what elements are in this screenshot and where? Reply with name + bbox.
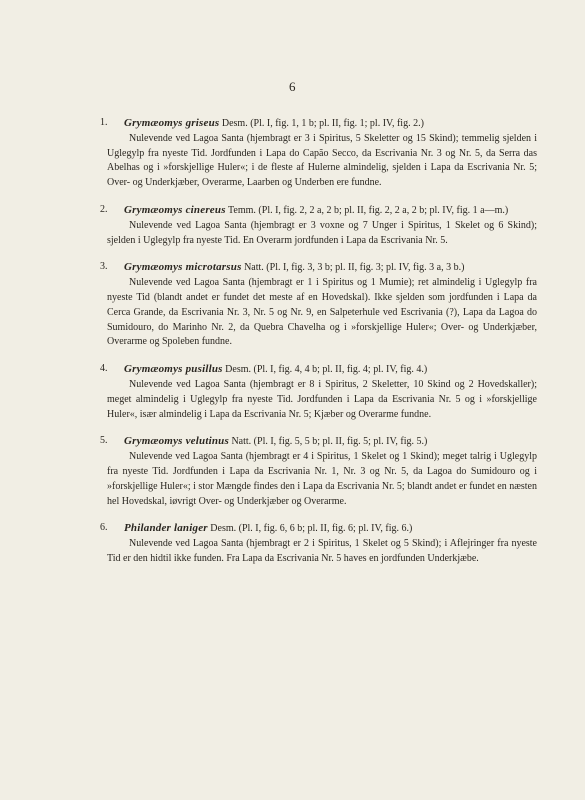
species-author: Desm. — [210, 523, 237, 535]
species-name: Grymæomys pusillus — [124, 363, 223, 376]
entry-heading — [100, 434, 537, 450]
entry-heading — [100, 116, 537, 132]
entry-number: 1. — [100, 117, 108, 128]
entry-heading — [100, 260, 537, 276]
species-author: Natt. — [244, 262, 264, 274]
species-name: Grymæomys microtarsus — [124, 261, 242, 274]
entry-heading — [100, 203, 537, 219]
entry-text: Nulevende ved Lagoa Santa (hjembragt er 4 i Spiritus, 1 Skelet og 1 Skind); meget talrig i Uglegylp fra nyeste Tid. Jordfunden i Lapa da Escrivania Nr. 1, Nr. 3 og Nr. 5, da Lagoa do Sumidouro og i »forskjellige Huler«; i stor Mængde findes den i Lapa da Escrivania Nr. 5; blandt andet er fundet en næsten hel Hovedskal, iøvrigt Over- og Underkjæber og Overarme. — [107, 451, 537, 507]
entry-text: Nulevende ved Lagoa Santa (hjembragt er 3 i Spiritus, 5 Skeletter og 15 Skind); temmelig sjelden i Uglegylp fra nyeste Tid. Jordfunden i Lapa do Capão Secco, da Escrivania Nr. 3 og Nr. 5, da Serra das Abelhas og i »forskjellige Huler«; i de fleste af Hulerne almindelig, sjelden i Lapa da Escrivania Nr. 5; Over- og Underkjæber, Overarme, Laarben og Underben ere fundne. — [107, 132, 537, 189]
species-entry-2 — [100, 203, 537, 248]
entry-number: 2. — [100, 203, 108, 215]
plate-references: (Pl. I, fig. 5, 5 b; pl. II, fig. 5; pl. IV, fig. 5.) — [253, 436, 428, 448]
entry-number: 4. — [100, 363, 108, 375]
entry-number: 3. — [100, 261, 108, 273]
species-author: Temm. — [228, 204, 256, 216]
page-number: 6 — [289, 79, 296, 94]
entry-text: Nulevende ved Lagoa Santa (hjembragt er 1 i Spiritus og 1 Mumie); ret almindelig i Uglegylp fra nyeste Tid (blandt andet er fundet det meste af en Hovedskal). Ikke sjelden som jordfunden i Lapa da Cerca Grande, da Escrivania Nr. 3, Nr. 5 og Nr. 9, en Salpeterhule ved Escrivania (?), Lapa da Lagoa do Sumidouro, do Marinho Nr. 2, da Quebra Chavelha og i »forskjellige Huler«; Over- og Underkjæber, Overarme og Spoleben fundne. — [107, 277, 537, 348]
species-author: Natt. — [231, 436, 252, 448]
plate-references: (Pl. I, fig. 2, 2 a, 2 b; pl. II, fig. 2, 2 a, 2 b; pl. IV, fig. 1 a—m.) — [258, 204, 509, 216]
species-entry-1 — [100, 116, 537, 191]
plate-references: (Pl. I, fig. 6, 6 b; pl. II, fig. 6; pl. IV, fig. 6.) — [238, 523, 413, 535]
entry-text: Nulevende ved Lagoa Santa (hjembragt er 3 voxne og 7 Unger i Spiritus, 1 Skelet og 6 Skind); sjelden i Uglegylp fra nyeste Tid. En Overarm jordfunden i Lapa da Escrivania Nr. 5. — [107, 219, 537, 246]
species-entry-6 — [100, 521, 537, 566]
species-list — [100, 116, 537, 579]
plate-references: (Pl. I, fig. 1, 1 b; pl. II, fig. 1; pl. IV, fig. 2.) — [250, 118, 424, 129]
entry-number: 5. — [100, 435, 108, 447]
species-author: Desm. — [225, 364, 251, 376]
entry-number: 6. — [100, 522, 108, 534]
species-name: Philander laniger — [124, 522, 208, 535]
plate-references: (Pl. I, fig. 3, 3 b; pl. II, fig. 3; pl. IV, fig. 3 a, 3 b.) — [266, 262, 465, 274]
species-entry-5 — [100, 434, 537, 509]
entry-heading — [100, 362, 537, 378]
entry-heading — [100, 521, 537, 537]
entry-text: Nulevende ved Lagoa Santa (hjembragt er 8 i Spiritus, 2 Skeletter, 10 Skind og 2 Hovedskaller); meget almindelig i Uglegylp fra nyeste Tid. Jordfunden i Lapa da Escrivania Nr. 5 og i »forskjellige Huler«, især almindelig i Lapa da Escrivania Nr. 5; Kjæber og Overarme fundne. — [107, 378, 537, 420]
species-name: Grymæomys cinereus — [124, 203, 226, 216]
species-author: Desm. — [221, 118, 248, 129]
species-entry-4 — [100, 362, 537, 422]
species-name: Grymæomys velutinus — [124, 435, 229, 448]
entry-text: Nulevende ved Lagoa Santa (hjembragt er 2 i Spiritus, 1 Skelet og 5 Skind); i Aflejringer fra nyeste Tid er den hidtil ikke funden. Fra Lapa da Escrivania Nr. 5 haves en jordfunden Underkjæbe. — [107, 538, 537, 564]
plate-references: (Pl. I, fig. 4, 4 b; pl. II, fig. 4; pl. IV, fig. 4.) — [253, 364, 428, 376]
species-entry-3 — [100, 260, 537, 350]
species-name: Grymæomys griseus — [124, 117, 220, 129]
